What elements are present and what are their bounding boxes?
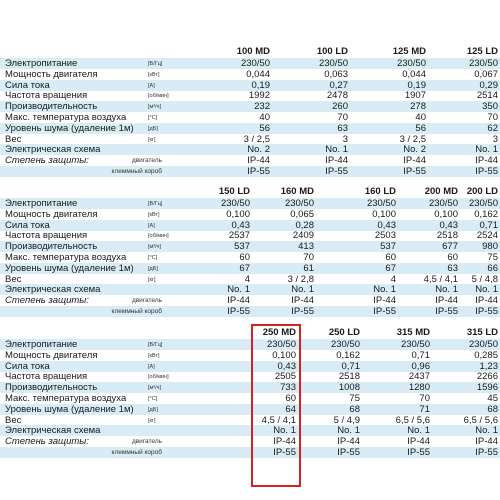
spec-row-airflow: [0, 382, 500, 393]
spec-value: 70: [303, 252, 314, 263]
spec-value: 0,96: [411, 360, 430, 372]
spec-value: 733: [280, 382, 296, 394]
spec-row-airflow: [0, 101, 500, 112]
spec-value: IP-44: [291, 295, 314, 307]
unit-label: [В/Гц]: [148, 342, 163, 348]
spec-value: IP-44: [273, 436, 296, 448]
spec-value: 6,5 / 5,6: [395, 414, 430, 426]
spec-value: 0,067: [474, 68, 498, 80]
spec-value: IP-44: [407, 436, 430, 448]
spec-value: 67: [239, 262, 250, 274]
spec-value: No. 1: [373, 284, 396, 296]
model-header: 160 MD: [280, 186, 314, 197]
spec-value: 230/50: [284, 198, 314, 209]
spec-value: 537: [234, 241, 250, 253]
unit-label: [°С]: [148, 115, 158, 121]
spec-value: IP-55: [325, 166, 348, 177]
row-label: Сила тока: [5, 79, 50, 91]
spec-value: 260: [332, 101, 348, 113]
row-label: Степень защиты:: [5, 295, 89, 307]
row-label: Мощность двигателя: [5, 349, 98, 361]
engine-label: двигатель: [131, 438, 162, 446]
spec-value: IP-55: [403, 166, 426, 177]
spec-value: 67: [385, 262, 396, 274]
model-header: 200 MD: [424, 186, 458, 197]
spec-value: 60: [239, 252, 250, 263]
engine-label: двигатель: [131, 157, 162, 165]
spec-value: 1596: [476, 382, 498, 394]
row-label: Вес: [5, 414, 22, 426]
spec-row-weight: [0, 134, 500, 145]
model-header: 125 MD: [392, 46, 426, 57]
spec-value: IP-44: [475, 436, 498, 448]
model-header: 100 MD: [236, 46, 270, 57]
unit-label: [кВт]: [148, 71, 160, 78]
spec-value: 0,29: [479, 79, 498, 91]
spec-value: 230/50: [400, 339, 430, 350]
spec-value: 1907: [404, 90, 426, 102]
spec-row-speed: [0, 90, 500, 101]
spec-value: 230/50: [468, 58, 498, 69]
row-label: Вес: [5, 273, 22, 285]
spec-value: IP-55: [475, 306, 498, 317]
spec-value: 2478: [326, 90, 348, 102]
row-label: Вес: [5, 133, 22, 145]
row-label: Производительность: [5, 101, 98, 113]
spec-value: 230/50: [428, 198, 458, 209]
spec-row-protection: [0, 155, 500, 166]
spec-value: IP-44: [475, 155, 498, 167]
spec-value: 61: [303, 262, 314, 274]
spec-value: 56: [415, 122, 426, 134]
spec-value: No. 1: [475, 425, 498, 437]
spec-value: IP-44: [337, 436, 360, 448]
spec-value: 230/50: [220, 198, 250, 209]
spec-value: IP-44: [373, 295, 396, 307]
row-label: Производительность: [5, 382, 98, 394]
spec-value: 2437: [408, 371, 430, 383]
model-header: 100 LD: [316, 46, 348, 57]
unit-label: [°С]: [148, 396, 158, 402]
unit-label: [м³/ч]: [148, 385, 162, 392]
spec-value: 75: [487, 252, 498, 263]
spec-value: 0,285: [474, 349, 498, 361]
unit-label: [В/Гц]: [148, 61, 163, 67]
spec-value: 0,100: [272, 349, 296, 361]
unit-label: [м³/ч]: [148, 104, 162, 111]
terminal-box-label: клеммный короб: [111, 308, 162, 315]
spec-row-noise: [0, 404, 500, 415]
unit-label: [В/Гц]: [148, 201, 163, 207]
spec-value: IP-55: [273, 447, 296, 458]
spec-value: 3 / 2,5: [243, 133, 270, 145]
spec-value: 230/50: [240, 58, 270, 69]
spec-row-weight: [0, 274, 500, 285]
unit-label: [А]: [148, 82, 155, 89]
spec-value: IP-44: [247, 155, 270, 167]
model-header: 200 LD: [466, 186, 498, 197]
spec-row-weight: [0, 415, 500, 426]
spec-value: 230/50: [266, 339, 296, 350]
spec-value: 413: [298, 241, 314, 253]
row-label: Электрическая схема: [5, 284, 101, 296]
spec-value: 0,100: [372, 208, 396, 220]
spec-value: IP-55: [435, 306, 458, 317]
row-label: Макс. температура воздуха: [5, 393, 127, 404]
spec-value: IP-55: [407, 447, 430, 458]
spec-value: 2518: [436, 230, 458, 242]
unit-label: [об/мин]: [148, 93, 169, 100]
spec-value: 3 / 2,8: [287, 273, 314, 285]
model-header: 160 LD: [364, 186, 396, 197]
spec-value: IP-55: [373, 306, 396, 317]
spec-value: IP-44: [403, 155, 426, 167]
unit-label: [дБ]: [148, 406, 158, 413]
unit-label: [дБ]: [148, 265, 158, 272]
spec-value: 0,71: [411, 349, 430, 361]
spec-value: 5 / 4,8: [471, 273, 498, 285]
row-label: Сила тока: [5, 360, 50, 372]
spec-value: 2505: [274, 371, 296, 383]
spec-value: 1,23: [479, 360, 498, 372]
spec-value: 230/50: [468, 198, 498, 209]
spec-value: 0,43: [377, 219, 396, 231]
spec-value: 0,43: [277, 360, 296, 372]
row-label: Электрическая схема: [5, 144, 101, 156]
spec-value: 63: [337, 122, 348, 134]
spec-row-noise: [0, 123, 500, 134]
spec-row-terminal: [0, 166, 500, 177]
unit-label: [кг]: [148, 136, 156, 143]
spec-value: 677: [442, 241, 458, 253]
spec-value: 2266: [476, 371, 498, 383]
spec-value: No. 2: [403, 144, 426, 156]
unit-label: [кВт]: [148, 211, 160, 218]
spec-value: 40: [415, 112, 426, 123]
spec-value: 4,5 / 4,1: [423, 273, 458, 285]
spec-value: 230/50: [330, 339, 360, 350]
spec-value: 0,162: [474, 208, 498, 220]
row-label: Уровень шума (удаление 1м): [5, 403, 134, 415]
spec-value: 2524: [476, 230, 498, 242]
spec-value: 75: [349, 393, 360, 404]
spec-value: 5 / 4,9: [333, 414, 360, 426]
spec-value: 0,43: [231, 219, 250, 231]
spec-row-protection: [0, 295, 500, 306]
spec-value: 3: [492, 133, 498, 145]
spec-value: 63: [447, 262, 458, 274]
spec-value: 2409: [292, 230, 314, 242]
spec-value: IP-44: [325, 155, 348, 167]
spec-value: 4: [390, 273, 396, 285]
unit-label: [А]: [148, 363, 155, 370]
spec-value: No. 1: [273, 425, 296, 437]
row-label: Сила тока: [5, 219, 50, 231]
model-header: 315 LD: [466, 327, 498, 338]
unit-label: [кг]: [148, 276, 156, 283]
spec-value: 3: [342, 133, 348, 145]
spec-value: 4,5 / 4,1: [261, 414, 296, 426]
spec-value: IP-44: [227, 295, 250, 307]
spec-value: 4: [244, 273, 250, 285]
spec-value: IP-55: [337, 447, 360, 458]
spec-value: 3 / 2,5: [399, 133, 426, 145]
spec-value: IP-44: [435, 295, 458, 307]
spec-value: 0,71: [479, 219, 498, 231]
spec-value: 0,100: [434, 208, 458, 220]
spec-value: 2537: [228, 230, 250, 242]
spec-value: No. 1: [337, 425, 360, 437]
spec-value: No. 1: [325, 144, 348, 156]
spec-value: 2518: [338, 371, 360, 383]
spec-value: 70: [487, 112, 498, 123]
row-label: Макс. температура воздуха: [5, 112, 127, 123]
spec-row-scheme: [0, 425, 500, 436]
spec-row-power: [0, 198, 500, 209]
spec-row-scheme: [0, 144, 500, 155]
spec-value: 56: [259, 122, 270, 134]
spec-value: No. 2: [247, 144, 270, 156]
spec-value: 0,71: [341, 360, 360, 372]
spec-value: 2514: [476, 90, 498, 102]
engine-label: двигатель: [131, 297, 162, 305]
spec-row-temp: [0, 393, 500, 404]
spec-value: 0,100: [226, 208, 250, 220]
spec-value: 70: [337, 112, 348, 123]
spec-value: 0,43: [439, 219, 458, 231]
spec-value: 278: [410, 101, 426, 113]
spec-row-terminal: [0, 447, 500, 458]
spec-value: 62: [487, 122, 498, 134]
unit-label: [А]: [148, 222, 155, 229]
spec-row-speed: [0, 371, 500, 382]
spec-value: 0,19: [251, 79, 270, 91]
unit-label: [об/мин]: [148, 233, 169, 240]
unit-label: [°С]: [148, 255, 158, 261]
row-label: Электропитание: [5, 58, 78, 69]
row-label: Электропитание: [5, 198, 78, 209]
spec-row-motor: [0, 69, 500, 80]
model-header: 250 LD: [328, 327, 360, 338]
spec-value: 68: [349, 403, 360, 415]
spec-value: 60: [385, 252, 396, 263]
spec-value: IP-55: [291, 306, 314, 317]
spec-value: IP-55: [247, 166, 270, 177]
model-header: 250 MD: [262, 327, 296, 338]
spec-value: 1280: [408, 382, 430, 394]
spec-value: IP-55: [475, 166, 498, 177]
spec-value: 0,28: [295, 219, 314, 231]
spec-value: 71: [419, 403, 430, 415]
spec-value: 230/50: [366, 198, 396, 209]
unit-label: [кг]: [148, 417, 156, 424]
spec-row-motor: [0, 209, 500, 220]
spec-value: 6,5 / 5,6: [463, 414, 498, 426]
spec-row-temp: [0, 252, 500, 263]
spec-value: 537: [380, 241, 396, 253]
spec-value: 230/50: [468, 339, 498, 350]
spec-row-airflow: [0, 241, 500, 252]
spec-row-protection: [0, 436, 500, 447]
row-label: Производительность: [5, 241, 98, 253]
spec-value: No. 1: [407, 425, 430, 437]
spec-value: 2503: [374, 230, 396, 242]
spec-row-current: [0, 220, 500, 231]
spec-row-power: [0, 339, 500, 350]
row-label: Макс. температура воздуха: [5, 252, 127, 263]
spec-value: 232: [254, 101, 270, 113]
spec-value: IP-55: [475, 447, 498, 458]
model-header: 315 MD: [396, 327, 430, 338]
row-label: Степень защиты:: [5, 155, 89, 167]
model-header: 150 LD: [218, 186, 250, 197]
unit-label: [об/мин]: [148, 374, 169, 381]
spec-row-power: [0, 58, 500, 69]
spec-value: 0,063: [324, 68, 348, 80]
spec-value: No. 1: [227, 284, 250, 296]
row-label: Степень защиты:: [5, 436, 89, 448]
spec-value: 1992: [248, 90, 270, 102]
spec-value: 0,162: [336, 349, 360, 361]
spec-value: 230/50: [396, 58, 426, 69]
row-label: Уровень шума (удаление 1м): [5, 122, 134, 134]
spec-value: No. 1: [475, 284, 498, 296]
row-label: Частота вращения: [5, 230, 88, 242]
spec-value: 0,065: [290, 208, 314, 220]
spec-value: 0,27: [329, 79, 348, 91]
spec-value: No. 1: [291, 284, 314, 296]
spec-value: 60: [285, 393, 296, 404]
highlight-box-250md: [251, 324, 301, 487]
unit-label: [дБ]: [148, 125, 158, 132]
spec-value: 70: [419, 393, 430, 404]
model-header: 125 LD: [466, 46, 498, 57]
row-label: Уровень шума (удаление 1м): [5, 262, 134, 274]
spec-row-noise: [0, 263, 500, 274]
spec-value: 0,19: [407, 79, 426, 91]
spec-value: 350: [482, 101, 498, 113]
spec-row-current: [0, 80, 500, 91]
terminal-box-label: клеммный короб: [111, 449, 162, 456]
spec-value: 0,044: [246, 68, 270, 80]
spec-value: IP-44: [475, 295, 498, 307]
row-label: Электропитание: [5, 339, 78, 350]
spec-value: 230/50: [318, 58, 348, 69]
row-label: Мощность двигателя: [5, 68, 98, 80]
spec-value: 40: [259, 112, 270, 123]
spec-row-current: [0, 361, 500, 372]
spec-value: 45: [487, 393, 498, 404]
row-label: Частота вращения: [5, 90, 88, 102]
row-label: Частота вращения: [5, 371, 88, 383]
spec-value: 64: [285, 403, 296, 415]
spec-row-scheme: [0, 284, 500, 295]
spec-row-temp: [0, 112, 500, 123]
spec-row-motor: [0, 350, 500, 361]
spec-value: No. 1: [435, 284, 458, 296]
unit-label: [м³/ч]: [148, 244, 162, 251]
unit-label: [кВт]: [148, 352, 160, 359]
spec-value: 68: [487, 403, 498, 415]
spec-value: No. 1: [475, 144, 498, 156]
spec-row-terminal: [0, 306, 500, 317]
row-label: Электрическая схема: [5, 425, 101, 437]
spec-value: 980: [482, 241, 498, 253]
terminal-box-label: клеммный короб: [111, 168, 162, 175]
row-label: Мощность двигателя: [5, 208, 98, 220]
spec-value: 66: [487, 262, 498, 274]
spec-value: IP-55: [227, 306, 250, 317]
spec-value: 1008: [338, 382, 360, 394]
spec-value: 0,044: [402, 68, 426, 80]
spec-row-speed: [0, 230, 500, 241]
spec-value: 60: [447, 252, 458, 263]
